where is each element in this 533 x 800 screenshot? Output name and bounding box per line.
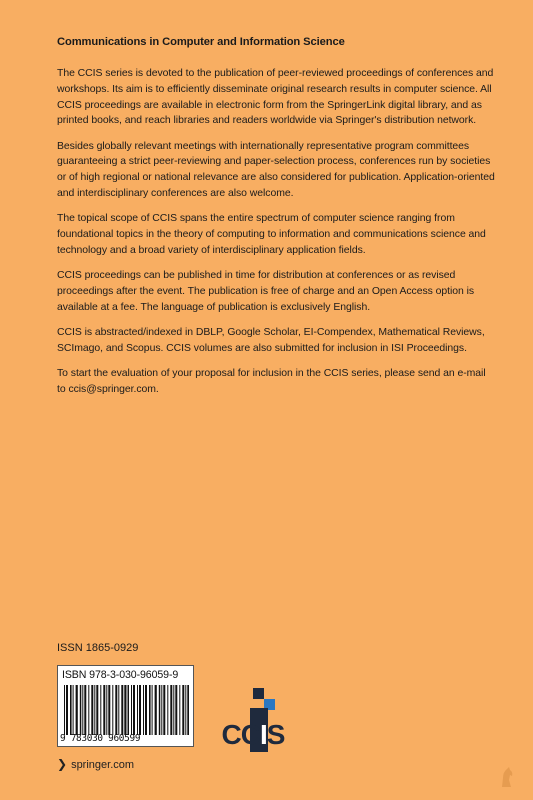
paragraph-indexing: CCIS is abstracted/indexed in DBLP, Google Scholar, EI-Compendex, Mathematical Reviews, SCImago, and Scopus. CCIS volumes are also submitted for inclusion in ISI Proceedings. (57, 327, 485, 354)
barcode-bar (173, 685, 174, 735)
series-title: Communications in Computer and Information Science (57, 36, 345, 48)
barcode-bar (106, 685, 107, 735)
barcode-bar (182, 685, 184, 735)
barcode-bar (149, 685, 151, 735)
barcode-bar (155, 685, 157, 735)
publisher-url: springer.com (71, 759, 135, 771)
barcode-bar (152, 685, 153, 735)
barcode-bar (76, 685, 78, 735)
publisher-link[interactable] (57, 757, 134, 771)
barcode-digits: 9 783030 960599 (60, 733, 141, 744)
barcode-bar (133, 685, 135, 735)
barcode-bar (108, 685, 110, 735)
barcode-bar (112, 685, 113, 735)
barcode-bar (185, 685, 186, 735)
issn-label: ISSN 1865-0929 (57, 642, 139, 654)
barcode-bar (143, 685, 144, 735)
paragraph-contact: To start the evaluation of your proposal for inclusion in the CCIS series, please send an e-mail to ccis@springer.com. (57, 368, 486, 396)
barcode-bar (118, 685, 119, 735)
barcode-bar (103, 685, 105, 735)
barcode-bar (80, 685, 82, 735)
logo-text: CCIS (221, 719, 285, 750)
series-description (57, 66, 495, 407)
barcode-bars (64, 685, 189, 735)
paragraph-scope-meetings: Besides globally relevant meetings with internationally representative program committees guaranteeing a strict peer-reviewing and paper-selection process, conferences run by societies or of high regional or national relevance are also considered for publication. Application-oriented and interdisciplinary conferences are also welcome. (57, 140, 495, 200)
springer-horse-icon (499, 766, 515, 788)
barcode-bar (115, 685, 117, 735)
barcode-bar (88, 685, 89, 735)
barcode-bar (137, 685, 138, 735)
barcode-bar (70, 685, 72, 735)
paragraph-topical-scope: The topical scope of CCIS spans the entire spectrum of computer science ranging from foundational topics in the theory of computing to information and communications science and technology and a broad variety of interdisciplinary application fields. (57, 213, 486, 256)
paragraph-publication: CCIS proceedings can be published in time for distribution at conferences or as revised proceedings after the event. The publication is free of charge and an Open Access option is available at a fee. The language of publication is exclusively English. (57, 270, 475, 313)
barcode-bar (82, 685, 83, 735)
isbn-label: ISBN 978-3-030-96059-9 (62, 669, 179, 681)
barcode-bar (145, 685, 147, 735)
barcode-bar (159, 685, 161, 735)
isbn-barcode (57, 665, 194, 747)
paragraph-intro: The CCIS series is devoted to the publication of peer-reviewed proceedings of conferences and workshops. Its aim is to efficiently disseminate original research results in computer science. All CCIS proceedings are available in electronic form from the SpringerLink digital library, and as printed books, and reach libraries and readers worldwide via Springer's distribution network. (57, 68, 494, 127)
barcode-bar (121, 685, 123, 735)
barcode-bar (94, 685, 95, 735)
barcode-bar (91, 685, 93, 735)
barcode-bar (100, 685, 101, 735)
barcode-bar (96, 685, 98, 735)
barcode-bar (73, 685, 74, 735)
ccis-logo (213, 688, 293, 752)
barcode-bar (131, 685, 132, 735)
barcode-bar (124, 685, 126, 735)
barcode-bar (161, 685, 162, 735)
barcode-bar (139, 685, 141, 735)
barcode-bar (84, 685, 86, 735)
barcode-bar (179, 685, 180, 735)
barcode-bar (170, 685, 172, 735)
barcode-bar (66, 685, 68, 735)
barcode-bar (64, 685, 65, 735)
barcode-bar (128, 685, 130, 735)
barcode-bar (187, 685, 189, 735)
barcode-bar (167, 685, 168, 735)
chevron-right-icon: ❯ (57, 757, 68, 771)
barcode-bar (175, 685, 177, 735)
barcode-bar (163, 685, 165, 735)
